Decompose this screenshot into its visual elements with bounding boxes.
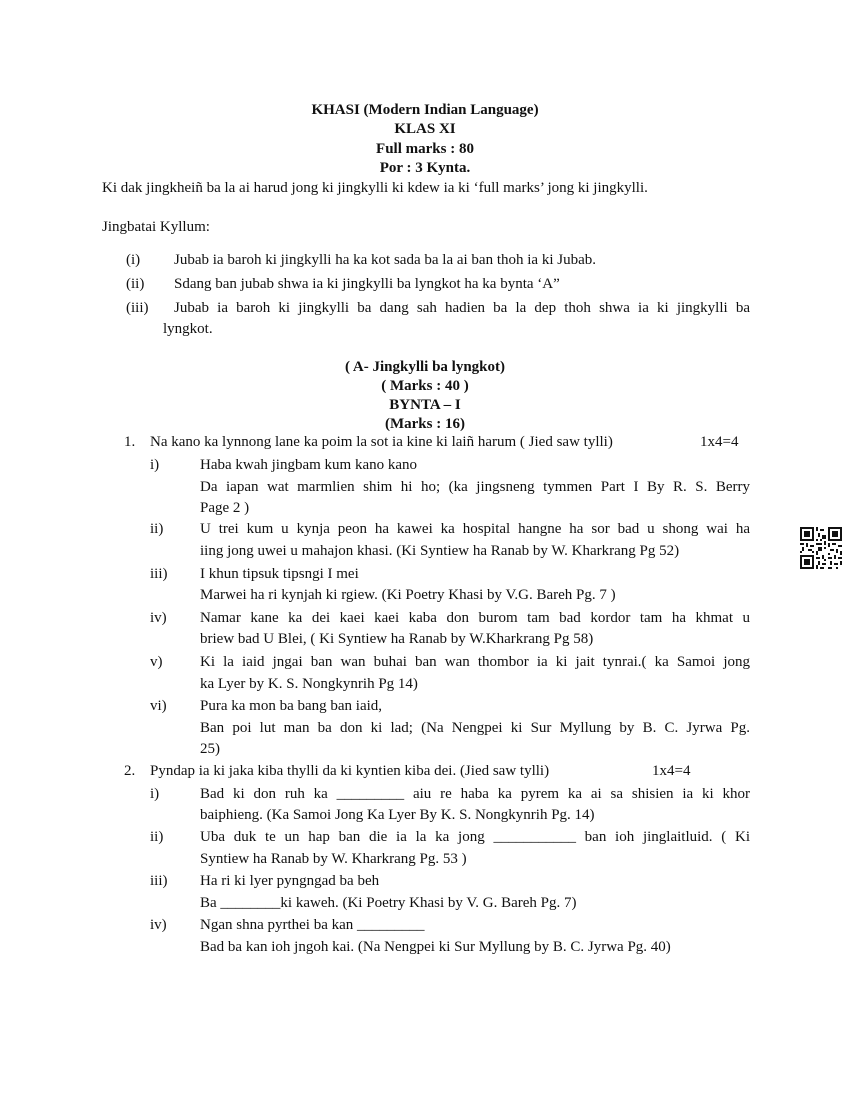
intro-text: Ki dak jingkheiñ ba la ai harud jong ki jingkylli ki kdew ia ki ‘full marks’ jong ki jingkylli. [102,180,648,196]
question-number: 1. [124,434,136,450]
full-marks: Full marks : 80 [376,141,474,157]
question-number: 2. [124,763,136,779]
sub-item-number: iii) [150,566,168,582]
sub-item-number: ii) [150,829,164,845]
sub-item-line: Haba kwah jingbam kum kano kano [200,457,418,473]
sub-item-number: iv) [150,610,167,626]
sub-item-line: Page 2 ) [200,500,250,516]
sub-item-number: v) [150,654,163,670]
sub-item-line: Namar kane ka dei kaei kaei kaba don burom tam bad kordor tam ha khmat u [200,610,750,626]
instruction-number: (i) [126,252,141,268]
instruction-number: (iii) [126,300,149,316]
sub-item-line: briew bad U Blei, ( Ki Syntiew ha Ranab by W.Kharkrang Pg 58) [200,631,594,647]
bynta-marks: (Marks : 16) [385,416,465,432]
instruction-text-cont: lyngkot. [163,321,213,337]
sub-item-line: ka Lyer by K. S. Nongkynrih Pg 14) [200,676,418,692]
sub-item-line: Uba duk te un hap ban die ia la ka jong ___________ ban ioh jinglaitluid. ( Ki [200,829,750,845]
sub-item-line: Da iapan wat marmlien shim hi ho; (ka jingsneng tymmen Part I By R. S. Berry [200,479,750,495]
question-text: Pyndap ia ki jaka kiba thylli da ki kyntien kiba dei. (Jied saw tylli) [150,763,550,779]
sub-item-line: Bad ki don ruh ka _________ aiu re haba ka pyrem ka ai sa shisien ia ki khor [200,786,750,802]
question-text: Na kano ka lynnong lane ka poim la sot ia kine ki laiñ harum ( Jied saw tylli) [150,434,613,450]
section-marks: ( Marks : 40 ) [381,378,469,394]
sub-item-line: Syntiew ha Ranab by W. Kharkrang Pg. 53 ) [200,851,467,867]
sub-item-number: ii) [150,521,164,537]
doc-title: KHASI (Modern Indian Language) [311,102,539,118]
sub-item-number: iv) [150,917,167,933]
sub-item-line: 25) [200,741,220,757]
sub-item-line: baiphieng. (Ka Samoi Jong Ka Lyer By K. S. Nongkynrih Pg. 14) [200,807,595,823]
klas-label: KLAS XI [394,121,456,137]
sub-item-line: Ha ri ki lyer pyngngad ba beh [200,873,380,889]
sub-item-line: I khun tipsuk tipsngi I mei [200,566,359,582]
instruction-text: Jubab ia baroh ki jingkylli ha ka kot sada ba la ai ban thoh ia ki Jubab. [174,252,596,268]
qr-code-icon [800,527,842,569]
sub-item-line: Ban poi lut man ba don ki lad; (Na Nengpei ki Sur Myllung by B. C. Jyrwa Pg. [200,720,750,736]
sub-item-line: U trei kum u kynja peon ha kawei ka hospital hangne ha sor bad u shong wai ha [200,521,750,537]
sub-item-number: iii) [150,873,168,889]
sub-item-number: i) [150,457,160,473]
sub-item-line: Pura ka mon ba bang ban iaid, [200,698,383,714]
sub-item-number: vi) [150,698,167,714]
sub-item-line: Marwei ha ri kynjah ki rgiew. (Ki Poetry Khasi by V.G. Bareh Pg. 7 ) [200,587,616,603]
sub-item-line: Ngan shna pyrthei ba kan _________ [200,917,425,933]
sub-item-line: Bad ba kan ioh jngoh kai. (Na Nengpei ki Sur Myllung by B. C. Jyrwa Pg. 40) [200,939,671,955]
duration: Por : 3 Kynta. [379,160,471,176]
instruction-number: (ii) [126,276,145,292]
instruction-text: Sdang ban jubab shwa ia ki jingkylli ba lyngkot ha ka bynta ‘A” [174,276,560,292]
question-marks: 1x4=4 [652,763,691,779]
sub-item-line: Ki la iaid jngai ban wan buhai ban wan thombor ia ki jait tynrai.( ka Samoi jong [200,654,750,670]
sub-item-line: iing jong uwei u mahajon khasi. (Ki Syntiew ha Ranab by W. Kharkrang Pg 52) [200,543,680,559]
instructions-heading: Jingbatai Kyllum: [102,219,210,235]
bynta-label: BYNTA – I [389,397,461,413]
sub-item-number: i) [150,786,160,802]
instruction-text: Jubab ia baroh ki jingkylli ba dang sah hadien ba la dep thoh shwa ia ki jingkylli ba [174,300,750,316]
section-title: ( A- Jingkylli ba lyngkot) [344,359,506,375]
sub-item-line: Ba ________ki kaweh. (Ki Poetry Khasi by V. G. Bareh Pg. 7) [200,895,577,911]
question-marks: 1x4=4 [700,434,739,450]
